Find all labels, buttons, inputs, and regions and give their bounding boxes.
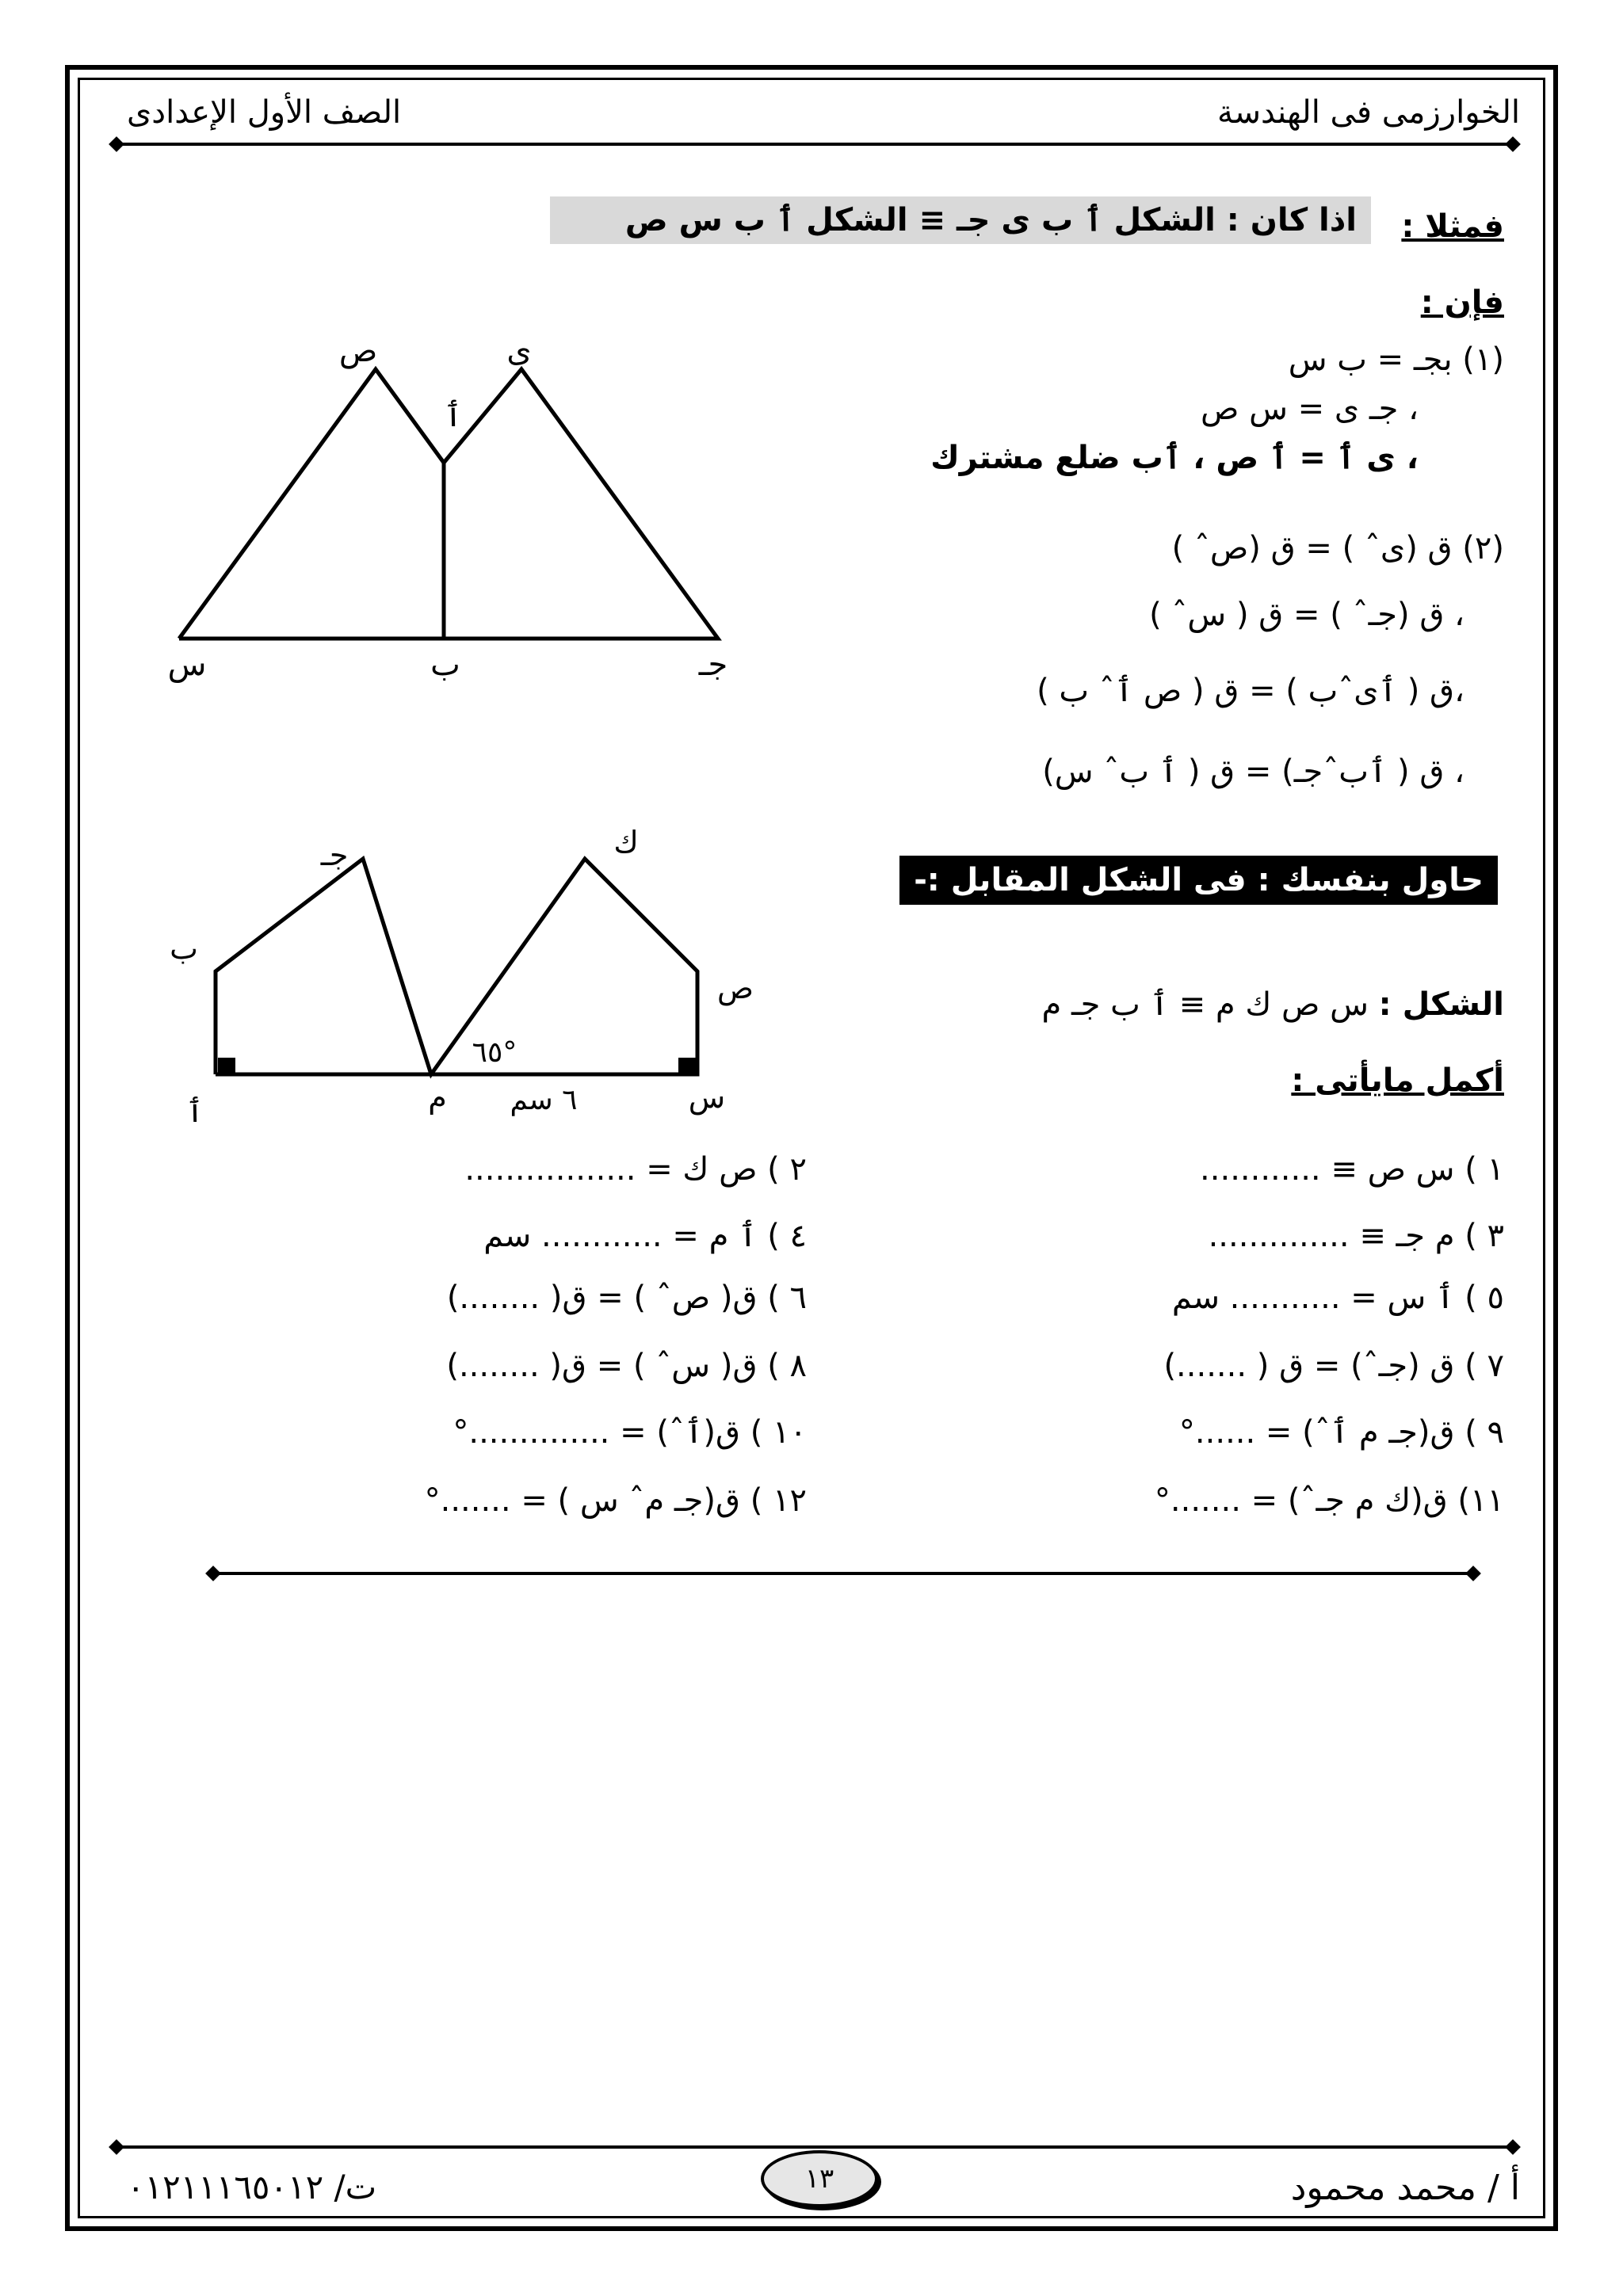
example-lead: فمثلا :: [1401, 208, 1504, 245]
figure-2-outline: [216, 859, 697, 1074]
exercise-item: ١٠ ) ق(ٲˆ) = ..............°: [453, 1414, 807, 1451]
exercise-item: ١٢ ) ق(جـ مˆ س ) = .......°: [424, 1482, 807, 1519]
exercise-item: ٤ ) ٲ م = ............ سم: [483, 1218, 807, 1254]
part2-line: ، ق ( ٲبˆجـ) = ق ( ٲ بˆ س): [1042, 753, 1465, 790]
part2-line: (٢) ق (ىˆ ) = ق (صˆ ): [1171, 530, 1504, 566]
exercise-item: ٩ ) ق(جـ م ٲˆ) = ......°: [1178, 1414, 1504, 1451]
part1-line: (١) بجـ = ب س: [1288, 341, 1504, 378]
part2-line: ،ق ( ٲىˆب ) = ق ( ص ٲˆ ب ): [1037, 673, 1465, 709]
exercise-shape-text: س ص ك م ≡ ٲ ب جـ م: [1041, 986, 1369, 1023]
figure-2-length-label: ٦ سم: [510, 1084, 578, 1116]
exercise-title: حاول بنفسك : فى الشكل المقابل :-: [899, 856, 1498, 905]
exercise-item: ٣ ) م جـ ≡ ..............: [1208, 1218, 1504, 1254]
header-left-title: الصف الأول الإعدادى: [127, 94, 402, 131]
part1-line: ، جـ ى = س ص: [1201, 391, 1419, 427]
figure-1-diagram: [158, 317, 761, 697]
figure-2-angle-label: ٦٥°: [472, 1036, 517, 1069]
figure-2-diagram: [158, 824, 761, 1141]
page-number: ١٣: [804, 2163, 834, 2195]
header-rule: [117, 143, 1512, 146]
figure-1-label-b: ب: [430, 646, 460, 683]
exercise-item: ١ ) س ص ≡ ............: [1200, 1151, 1504, 1188]
figure-2-label-a: ٲ: [185, 1094, 204, 1129]
figure-2-label-j: جـ: [320, 837, 349, 872]
header-right-title: الخوارزمى فى الهندسة: [1217, 94, 1520, 131]
part1-line: ، ى ٲ = ٲ ص ، ٲب ضلع مشترك: [930, 440, 1419, 476]
footer-rule: [117, 2145, 1512, 2149]
footer-author: أ / محمد محمود: [1290, 2168, 1520, 2208]
figure-2-label-k: ك: [613, 825, 639, 860]
figure-2-label-s-top: ص: [717, 971, 754, 1005]
example-therefore: فإن :: [1420, 284, 1504, 321]
figure-1-label-s-top: ص: [338, 333, 378, 369]
exercise-item: ٧ ) ق (جـˆ) = ق ( .......): [1163, 1348, 1504, 1384]
page-number-badge: [761, 2150, 878, 2207]
exercise-shape: [1041, 986, 1504, 1024]
exercise-complete-label: أكمل مايأتى :: [1291, 1062, 1504, 1099]
exercise-item: ٨ ) ق( سˆ ) = ق( ........): [446, 1348, 807, 1384]
exercise-item: ٥ ) ٲ س = ........... سم: [1171, 1280, 1504, 1316]
figure-1-label-d: ى: [506, 333, 532, 369]
part2-line: ، ق (جـˆ ) = ق ( سˆ ): [1149, 597, 1465, 633]
exercise-item: ٢ ) ص ك = .................: [464, 1151, 807, 1188]
section-divider: [214, 1572, 1474, 1575]
exercise-item: ٦ ) ق( صˆ ) = ق( ........): [446, 1280, 807, 1316]
right-angle-mark: [218, 1058, 235, 1074]
right-angle-mark: [678, 1058, 696, 1074]
figure-2-label-s: س: [688, 1080, 726, 1115]
figure-1-label-a: ٲ: [444, 398, 463, 434]
figure-2-label-b: ب: [170, 931, 198, 966]
figure-1-label-j: جـ: [698, 646, 728, 683]
figure-1-label-s: س: [167, 646, 207, 683]
footer-phone: ت/ ٠١٢١١١٦٥٠١٢: [127, 2168, 377, 2206]
example-statement: اذا كان : الشكل ٲ ب ى جـ ≡ الشكل ٲ ب س ص: [550, 196, 1371, 244]
figure-2-label-m: م: [428, 1080, 447, 1115]
exercise-item: ١١) ق(ك م جـˆ) = .......°: [1154, 1482, 1504, 1519]
exercise-shape-label: الشكل :: [1378, 986, 1504, 1023]
